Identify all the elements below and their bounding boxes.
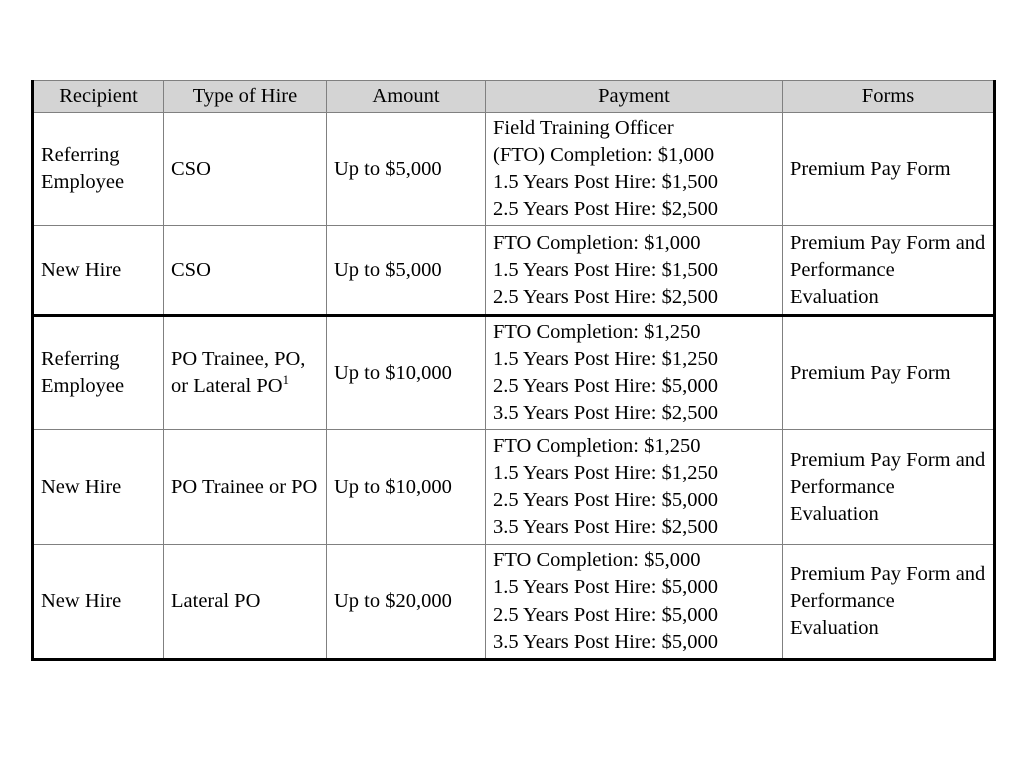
table-body: [33, 113, 995, 660]
table-row: [33, 113, 995, 226]
cell-payment: [486, 226, 783, 316]
table-row: [33, 226, 995, 316]
hire-type-superscript: 1: [282, 373, 289, 388]
cell-type-of-hire: [164, 545, 327, 659]
cell-type-of-hire: [164, 113, 327, 226]
column-header-amount: Amount: [327, 81, 486, 113]
cell-forms: Premium Pay Form: [783, 316, 995, 430]
payment-line: FTO Completion: $1,000: [493, 231, 701, 254]
payment-line: (FTO) Completion: $1,000: [493, 144, 715, 167]
payment-line: 1.5 Years Post Hire: $1,500: [493, 171, 718, 194]
cell-forms: Premium Pay Form and Performance Evaluation: [783, 226, 995, 316]
cell-amount: Up to $10,000: [327, 430, 486, 545]
column-header-recipient: Recipient: [33, 81, 164, 113]
header-row: [33, 81, 995, 113]
payment-line: 1.5 Years Post Hire: $1,500: [493, 258, 718, 281]
table-header: [33, 81, 995, 113]
cell-amount: Up to $20,000: [327, 545, 486, 659]
cell-recipient: New Hire: [33, 430, 164, 545]
payment-line: 1.5 Years Post Hire: $5,000: [493, 576, 718, 599]
payment-line: 2.5 Years Post Hire: $2,500: [493, 198, 718, 221]
cell-type-of-hire: [164, 430, 327, 545]
hire-type-text: PO Trainee or PO: [171, 475, 318, 498]
payment-line: 1.5 Years Post Hire: $1,250: [493, 462, 718, 485]
payment-line: 3.5 Years Post Hire: $5,000: [493, 630, 718, 653]
table-row: [33, 545, 995, 659]
payment-line: 2.5 Years Post Hire: $5,000: [493, 489, 718, 512]
payment-line: 1.5 Years Post Hire: $1,250: [493, 348, 718, 371]
cell-recipient: Referring Employee: [33, 113, 164, 226]
payment-line: 2.5 Years Post Hire: $5,000: [493, 603, 718, 626]
payment-line: Field Training Officer: [493, 117, 674, 140]
referral-bonus-table-container: [31, 80, 993, 661]
cell-recipient: New Hire: [33, 226, 164, 316]
cell-payment: [486, 545, 783, 659]
cell-type-of-hire: [164, 226, 327, 316]
column-header-type-of-hire: Type of Hire: [164, 81, 327, 113]
column-header-payment: Payment: [486, 81, 783, 113]
hire-type-text: PO Trainee, PO, or Lateral PO: [171, 348, 306, 398]
cell-amount: Up to $5,000: [327, 113, 486, 226]
payment-line: 2.5 Years Post Hire: $5,000: [493, 375, 718, 398]
payment-line: 3.5 Years Post Hire: $2,500: [493, 516, 718, 539]
cell-payment: [486, 113, 783, 226]
table-row: [33, 430, 995, 545]
payment-line: 3.5 Years Post Hire: $2,500: [493, 402, 718, 425]
hire-type-text: Lateral PO: [171, 589, 261, 612]
payment-line: FTO Completion: $1,250: [493, 321, 701, 344]
cell-recipient: Referring Employee: [33, 316, 164, 430]
payment-line: 2.5 Years Post Hire: $2,500: [493, 285, 718, 308]
cell-recipient: New Hire: [33, 545, 164, 659]
cell-payment: [486, 316, 783, 430]
column-header-forms: Forms: [783, 81, 995, 113]
cell-forms: Premium Pay Form and Performance Evaluation: [783, 430, 995, 545]
cell-type-of-hire: [164, 316, 327, 430]
cell-payment: [486, 430, 783, 545]
payment-line: FTO Completion: $5,000: [493, 549, 701, 572]
cell-amount: Up to $10,000: [327, 316, 486, 430]
table-row: [33, 316, 995, 430]
referral-bonus-schedule-table: [31, 80, 996, 661]
cell-amount: Up to $5,000: [327, 226, 486, 316]
hire-type-text: CSO: [171, 157, 211, 180]
hire-type-text: CSO: [171, 258, 211, 281]
payment-line: FTO Completion: $1,250: [493, 435, 701, 458]
cell-forms: Premium Pay Form and Performance Evaluation: [783, 545, 995, 659]
cell-forms: Premium Pay Form: [783, 113, 995, 226]
